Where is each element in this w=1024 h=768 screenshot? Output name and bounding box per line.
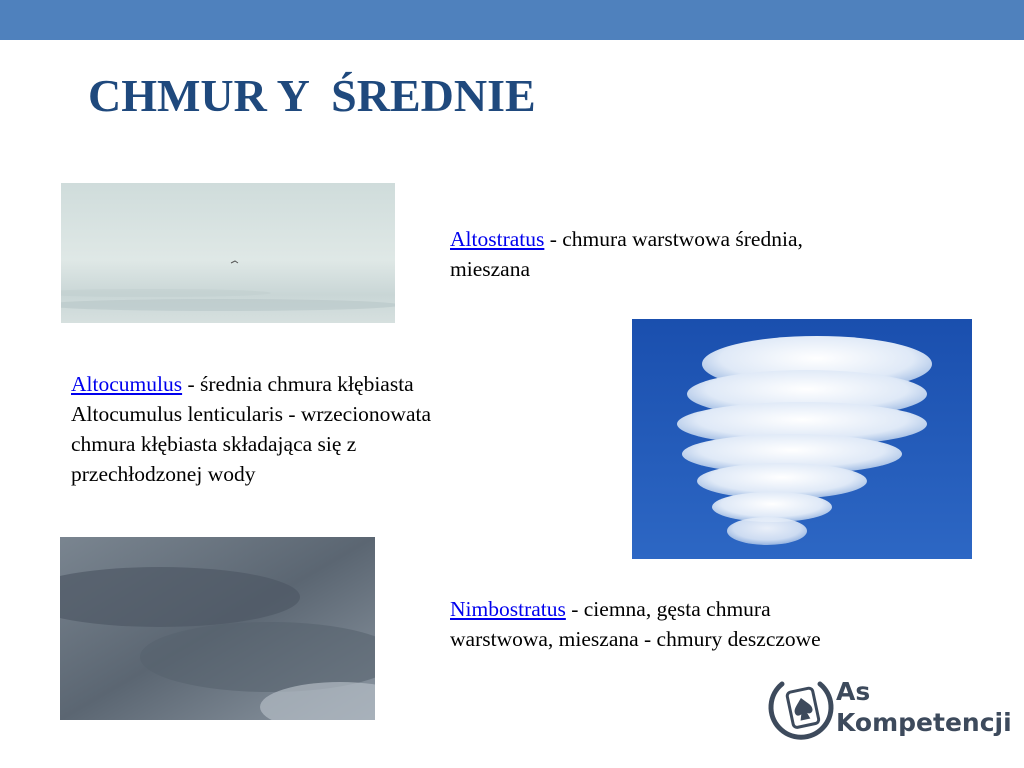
altocumulus-desc-line3: chmura kłębiasta składająca się z <box>71 432 357 456</box>
nimbostratus-caption <box>450 594 990 654</box>
nimbostratus-link[interactable]: Nimbostratus <box>450 597 566 621</box>
nimbostratus-desc: - ciemna, gęsta chmura <box>565 597 771 621</box>
altocumulus-lenticularis-photo <box>632 319 972 559</box>
spade-card-icon <box>768 674 834 744</box>
altocumulus-desc-line2: Altocumulus lenticularis - wrzecionowata <box>71 402 432 426</box>
top-accent-bar <box>0 0 1024 40</box>
altocumulus-desc: - średnia chmura kłębiasta <box>182 372 414 396</box>
nimbostratus-photo <box>60 537 375 720</box>
nimbostratus-desc-line2: warstwowa, mieszana - chmury deszczowe <box>450 627 821 651</box>
logo-line2: Kompetencji <box>836 708 1012 737</box>
as-kompetencji-logo <box>768 674 1012 744</box>
altostratus-desc: - chmura warstwowa średnia, <box>544 227 803 251</box>
slide-title: CHMUR Y ŚREDNIE <box>88 70 536 121</box>
altostratus-desc-line2: mieszana <box>450 257 530 281</box>
altostratus-photo <box>61 183 395 323</box>
altocumulus-desc-line4: przechłodzonej wody <box>71 462 256 486</box>
altocumulus-caption <box>71 369 591 489</box>
altostratus-caption <box>450 224 950 284</box>
logo-line1: As <box>836 677 871 706</box>
altostratus-link[interactable]: Altostratus <box>450 227 545 251</box>
altocumulus-link[interactable]: Altocumulus <box>71 372 183 396</box>
